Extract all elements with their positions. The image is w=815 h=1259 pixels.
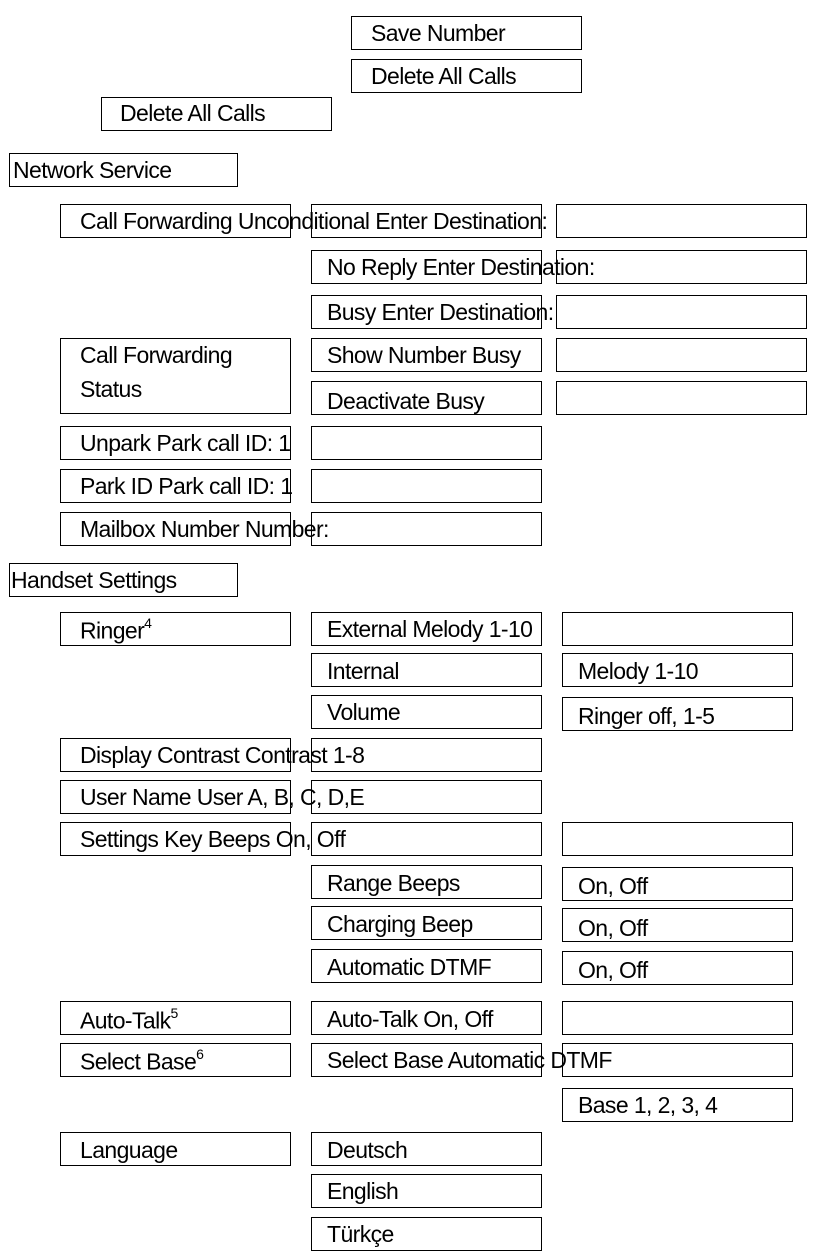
external-melody-value-box	[562, 612, 793, 646]
park-id-value-box	[311, 469, 542, 503]
cfu-destination-value-box	[556, 204, 807, 238]
volume-value: Ringer off, 1-5	[578, 703, 715, 729]
delete-all-calls-label-2: Delete All Calls	[120, 100, 266, 126]
show-number-busy-value-box	[556, 338, 807, 372]
busy-value-box	[556, 295, 807, 329]
settings-key-beeps-value-box	[311, 822, 542, 856]
save-number-label: Save Number	[371, 20, 506, 46]
ringer-text: Ringer	[80, 617, 145, 644]
mailbox-number-label: Mailbox Number Number:	[80, 516, 329, 542]
busy-label: Busy Enter Destination:	[327, 299, 554, 325]
base-list-label: Base 1, 2, 3, 4	[578, 1092, 718, 1118]
automatic-dtmf-label: Automatic DTMF	[327, 954, 492, 980]
unpark-label: Unpark Park call ID: 1	[80, 430, 291, 456]
settings-key-beeps-label: Settings Key Beeps On, Off	[80, 826, 346, 852]
lang-deutsch-label: Deutsch	[327, 1137, 408, 1163]
auto-talk-value: Auto-Talk On, Off	[327, 1006, 493, 1032]
select-base-text: Select Base	[80, 1048, 197, 1075]
charging-beep-label: Charging Beep	[327, 911, 473, 937]
lang-turkce-label: Türkçe	[327, 1221, 394, 1247]
select-base-footnote: 6	[196, 1046, 204, 1062]
internal-value: Melody 1-10	[578, 658, 698, 684]
select-base-value: Select Base Automatic DTMF	[327, 1047, 612, 1073]
delete-all-calls-label-1: Delete All Calls	[371, 63, 517, 89]
lang-english-label: English	[327, 1178, 399, 1204]
show-number-busy-label: Show Number Busy	[327, 342, 521, 368]
call-forwarding-unconditional-label: Call Forwarding Unconditional Enter Destination:	[80, 208, 548, 234]
range-beeps-label: Range Beeps	[327, 870, 460, 896]
settings-key-beeps-extra-box	[562, 822, 793, 856]
no-reply-label: No Reply Enter Destination:	[327, 254, 595, 280]
unpark-value-box	[311, 426, 542, 460]
display-contrast-label: Display Contrast Contrast 1-8	[80, 742, 365, 768]
language-label: Language	[80, 1137, 178, 1163]
auto-talk-label	[80, 1005, 178, 1034]
handset-settings-title: Handset Settings	[11, 567, 177, 593]
external-melody-label: External Melody 1-10	[327, 616, 533, 642]
auto-talk-extra-box	[562, 1001, 793, 1035]
select-base-label	[80, 1046, 204, 1075]
mailbox-number-value-box	[311, 512, 542, 546]
network-service-title: Network Service	[13, 157, 172, 183]
user-name-label: User Name User A, B, C, D,E	[80, 784, 365, 810]
ringer-footnote: 4	[144, 615, 152, 631]
call-forwarding-status-label-1: Call Forwarding	[80, 342, 233, 368]
auto-talk-text: Auto-Talk	[80, 1007, 171, 1034]
auto-talk-footnote: 5	[170, 1005, 178, 1021]
internal-label: Internal	[327, 658, 399, 684]
call-forwarding-status-label-2: Status	[80, 376, 142, 402]
ringer-label	[80, 615, 152, 644]
deactivate-busy-value-box	[556, 381, 807, 415]
charging-beep-value: On, Off	[578, 915, 648, 941]
deactivate-busy-label: Deactivate Busy	[327, 388, 485, 414]
range-beeps-value: On, Off	[578, 873, 648, 899]
park-id-label: Park ID Park call ID: 1	[80, 473, 293, 499]
automatic-dtmf-value: On, Off	[578, 957, 648, 983]
volume-label: Volume	[327, 699, 401, 725]
